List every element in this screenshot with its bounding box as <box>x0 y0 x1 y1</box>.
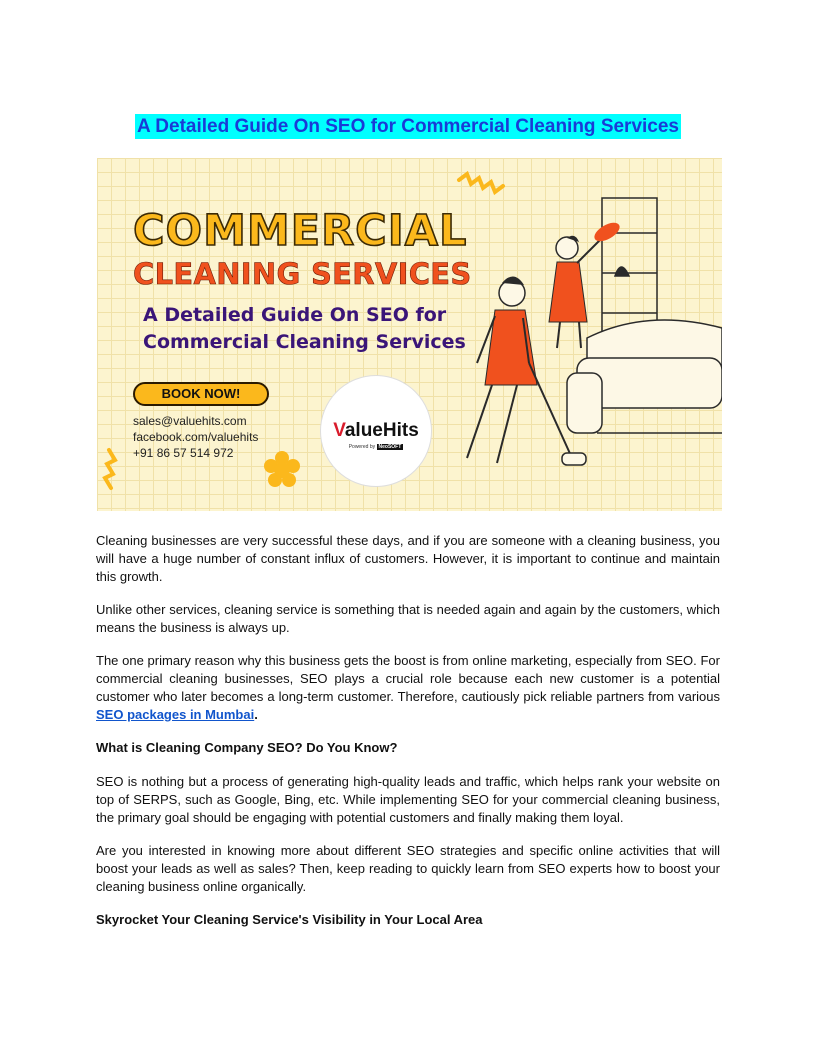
squiggle-decoration <box>459 174 503 192</box>
paragraph: Are you interested in knowing more about different SEO strategies and specific online activities that will boost your leads as well as sales? Then, keep reading to quickly learn from SEO experts how to boost your cleaning business online organically. <box>96 843 720 894</box>
page-title <box>0 116 816 138</box>
valuehits-logo <box>320 375 432 487</box>
banner-headline: COMMERCIAL <box>133 206 468 256</box>
book-now-button: BOOK NOW! <box>133 382 269 406</box>
paragraph: SEO is nothing but a process of generating high-quality leads and traffic, which helps rank your website on top of SERPS, such as Google, Bing, etc. While implementing SEO for your commercial cleaning business, the primary goal should be engaging with potential customers and finally making them loyal. <box>96 774 720 825</box>
banner-subtitle: A Detailed Guide On SEO for Commercial Cleaning Services <box>143 304 466 353</box>
contact-email: sales@valuehits.com <box>133 414 247 428</box>
logo-powered-by: Powered by NeoSOFT <box>348 444 402 450</box>
section-heading: What is Cleaning Company SEO? Do You Know? <box>96 740 398 755</box>
squiggle-decoration <box>105 450 115 488</box>
banner-contact <box>133 413 258 461</box>
article-body <box>96 532 720 945</box>
contact-facebook: facebook.com/valuehits <box>133 430 259 444</box>
flower-decoration <box>264 451 300 487</box>
section-heading: Skyrocket Your Cleaning Service's Visibility in Your Local Area <box>96 912 483 927</box>
paragraph: The one primary reason why this business gets the boost is from online marketing, especially from SEO. For commercial cleaning businesses, SEO plays a crucial role because each new customer is a potential customer who later becomes a long-term customer. Therefore, cautiously pick reliable partners from various SEO packages in Mumbai. <box>96 653 720 722</box>
seo-packages-link[interactable]: SEO packages in Mumbai <box>96 707 255 722</box>
paragraph: Cleaning businesses are very successful these days, and if you are someone with a cleaning business, you will have a huge number of constant influx of customers. However, it is important to continue and maintain this growth. <box>96 533 720 584</box>
paragraph: Unlike other services, cleaning service is something that is needed again and again by the customers, which means the business is always up. <box>96 602 720 635</box>
banner-subheadline: CLEANING SERVICES <box>133 257 472 291</box>
page-title-text: A Detailed Guide On SEO for Commercial Cleaning Services <box>136 116 679 137</box>
sofa-drawing <box>567 320 722 433</box>
banner-image <box>97 158 722 511</box>
contact-phone: +91 86 57 514 972 <box>133 446 234 460</box>
logo-text: ValueHits <box>333 420 419 441</box>
